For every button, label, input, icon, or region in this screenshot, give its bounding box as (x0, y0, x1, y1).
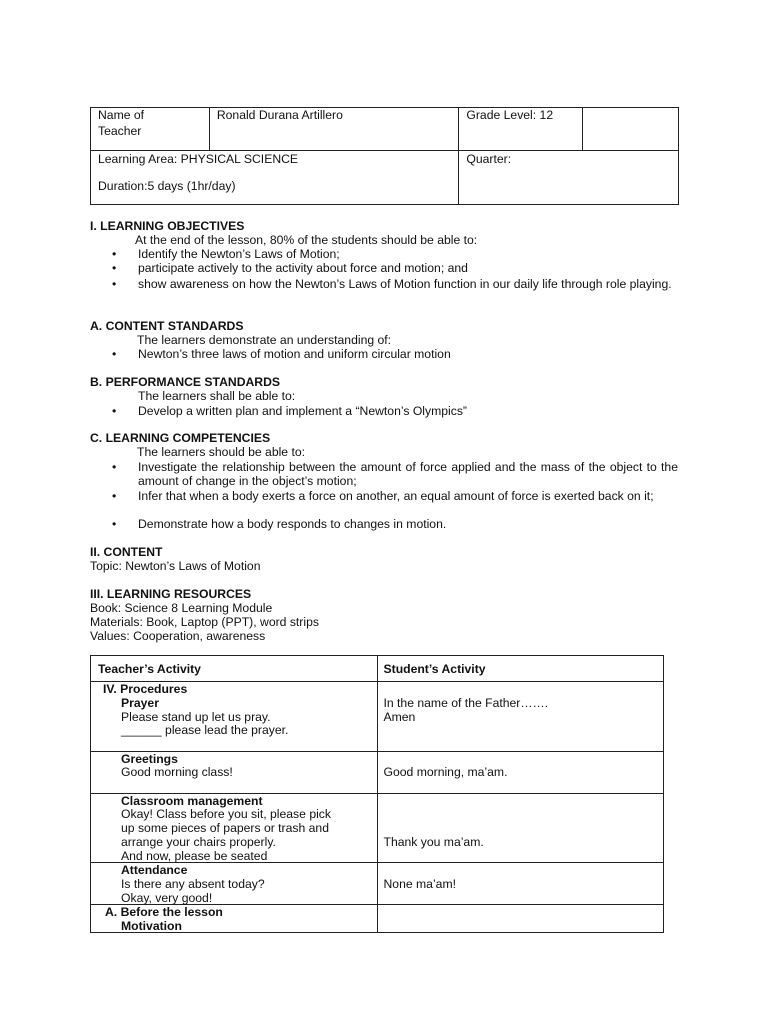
bullet-icon: • (112, 261, 117, 275)
teacher-activity-header: Teacher’s Activity (98, 662, 201, 676)
grade-level: Grade Level: 12 (466, 108, 554, 122)
bullet-icon: • (112, 277, 117, 291)
bullet-icon: • (112, 247, 117, 261)
teacher-label-cell (91, 108, 210, 151)
procedures-heading: IV. Procedures (103, 682, 188, 696)
attendance-student: None ma’am! (383, 877, 456, 891)
before-lesson-teacher-cell (91, 905, 378, 933)
lesson-header-table (90, 107, 679, 205)
before-lesson-title: A. Before the lesson (105, 905, 223, 919)
attendance-line1: Is there any absent today? (121, 877, 265, 891)
bullet-icon: • (112, 489, 117, 503)
management-student: Thank you ma’am. (383, 835, 484, 849)
management-line1: Okay! Class before you sit, please pick (121, 807, 331, 821)
prayer-student2: Amen (383, 710, 416, 724)
teacher-label-line1: Name of (98, 108, 145, 122)
grade-level-cell (459, 108, 583, 151)
prayer-student1: In the name of the Father……. (383, 696, 549, 710)
prayer-title: Prayer (121, 696, 159, 710)
activity-table (90, 655, 664, 933)
learning-area-cell (91, 151, 459, 205)
quarter: Quarter: (466, 152, 512, 166)
before-lesson-student-cell (377, 905, 664, 933)
competencies-intro: The learners should be able to: (137, 445, 306, 459)
resources-book: Book: Science 8 Learning Module (90, 601, 273, 615)
prayer-line2: ______ please lead the prayer. (121, 723, 289, 737)
quarter-cell (459, 151, 679, 205)
attendance-line2: Okay, very good! (121, 891, 213, 905)
grade-value-cell (583, 108, 679, 151)
bullet-icon: • (112, 517, 117, 531)
prayer-line1: Please stand up let us pray. (121, 710, 271, 724)
management-line3: arrange your chairs properly. (121, 835, 276, 849)
content-standards-heading: A. CONTENT STANDARDS (90, 319, 244, 333)
bullet-icon: • (112, 347, 117, 361)
learning-area: Learning Area: PHYSICAL SCIENCE (98, 152, 299, 166)
prayer-student-cell (377, 682, 664, 752)
management-line4: And now, please be seated (121, 849, 268, 863)
teacher-label-line2: Teacher (98, 124, 142, 138)
resources-heading: III. LEARNING RESOURCES (90, 587, 252, 601)
attendance-student-cell (377, 863, 664, 905)
greetings-title: Greetings (121, 752, 178, 766)
greetings-teacher-cell (91, 752, 378, 794)
performance-standards-heading: B. PERFORMANCE STANDARDS (90, 375, 281, 389)
greetings-student: Good morning, ma’am. (383, 765, 508, 779)
performance-standards-intro: The learners shall be able to: (138, 389, 296, 403)
greetings-student-cell (377, 752, 664, 794)
student-activity-header-cell (377, 656, 664, 682)
duration: Duration:5 days (1hr/day) (98, 179, 236, 193)
bullet-icon: • (112, 460, 117, 474)
management-line2: up some pieces of papers or trash and (121, 821, 329, 835)
prayer-teacher-cell (91, 682, 378, 752)
teacher-name: Ronald Durana Artillero (216, 108, 343, 122)
objectives-intro: At the end of the lesson, 80% of the students should be able to: (135, 233, 478, 247)
attendance-teacher-cell (91, 863, 378, 905)
management-teacher-cell (91, 794, 378, 863)
teacher-activity-header-cell (91, 656, 378, 682)
student-activity-header: Student’s Activity (383, 662, 486, 676)
content-heading: II. CONTENT (90, 545, 163, 559)
teacher-name-cell (209, 108, 459, 151)
management-title: Classroom management (121, 794, 263, 808)
content-standards-intro: The learners demonstrate an understanding of: (137, 333, 392, 347)
resources-values: Values: Cooperation, awareness (90, 629, 266, 643)
management-student-cell (377, 794, 664, 863)
attendance-title: Attendance (121, 863, 188, 877)
resources-materials: Materials: Book, Laptop (PPT), word strips (90, 615, 319, 629)
motivation-title: Motivation (121, 919, 182, 933)
objectives-heading: I. LEARNING OBJECTIVES (90, 219, 245, 233)
bullet-icon: • (112, 404, 117, 418)
competencies-heading: C. LEARNING COMPETENCIES (90, 431, 271, 445)
greetings-text: Good morning class! (121, 765, 233, 779)
content-topic: Topic: Newton’s Laws of Motion (90, 559, 261, 573)
